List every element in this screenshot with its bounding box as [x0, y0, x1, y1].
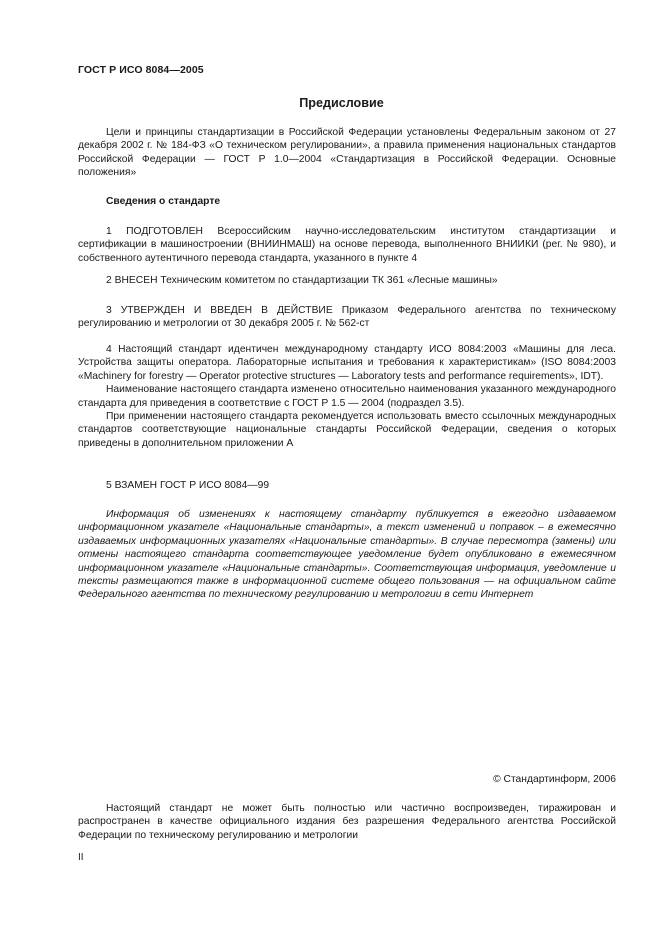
item-3	[78, 304, 616, 331]
section-subtitle: Сведения о стандарте	[106, 196, 221, 207]
document-header: ГОСТ Р ИСО 8084—2005	[78, 64, 204, 76]
item-5-text: 5 ВЗАМЕН ГОСТ Р ИСО 8084—99	[106, 480, 270, 491]
item-2	[78, 274, 616, 287]
item-5	[78, 479, 616, 492]
item-4-rename-note: Наименование настоящего стандарта изменено относительно наименования указанного международного стандарта для приведения в соответствие с ГОСТ Р 1.5 — 2004 (подраздел 3.5).	[78, 384, 616, 409]
notice-text: Информация об изменениях к настоящему стандарту публикуется в ежегодно издаваемом информационном указателе «Национальные стандарты», а текст изменений и поправок – в ежемесячно издаваемых информационных указателях «Национальные стандарты». В случае пересмотра (замены) или отмены настоящего стандарта соответствующее уведомление будет опубликовано в ежемесячном информационном указателе «Национальные стандарты». Соответствующая информация, уведомление и тексты размещаются также в информационной системе общего пользования — на официальном сайте Федерального агентства по техническому регулированию и метрологии в сети Интернет	[78, 509, 616, 601]
copyright: © Стандартинформ, 2006	[493, 774, 616, 785]
intro-text: Цели и принципы стандартизации в Российской Федерации установлены Федеральным законом от 27 декабря 2002 г. № 184-ФЗ «О техническом регулировании», а правила применения национальных стандартов Российской Федерации — ГОСТ Р 1.0—2004 «Стандартизация в Российской Федерации. Основные положения»	[78, 127, 616, 179]
page-number: II	[78, 852, 84, 863]
item-1-text: 1 ПОДГОТОВЛЕН Всероссийским научно-исследовательским институтом стандартизации и сертификации в машиностроении (ВНИИНМАШ) на основе перевода, выполненного ВНИИКИ (рег. № 980), и собственного аутентичного перевода стандарта, указанного в пункте 4	[78, 226, 616, 264]
page-title: Предисловие	[299, 96, 384, 110]
subtitle-block	[78, 195, 616, 208]
notice-paragraph	[78, 508, 616, 602]
item-4-text: 4 Настоящий стандарт идентичен международному стандарту ИСО 8084:2003 «Машины для леса. Устройства защиты оператора. Лабораторные испытания и требования к характеристикам» (ISO 8084:2003 «Machinery for forestry — Operator protective structures — Laboratory tests and performance requirements», IDT).	[78, 344, 616, 382]
footer-paragraph	[78, 802, 616, 842]
intro-paragraph	[78, 126, 616, 180]
item-2-text: 2 ВНЕСЕН Техническим комитетом по стандартизации ТК 361 «Лесные машины»	[106, 275, 498, 286]
item-4	[78, 343, 616, 450]
footer-text: Настоящий стандарт не может быть полностью или частично воспроизведен, тиражирован и распространен в качестве официального издания без разрешения Федерального агентства Российской Федерации по техническому регулированию и метрологии	[78, 803, 616, 841]
item-4-usage-note: При применении настоящего стандарта рекомендуется использовать вместо ссылочных международных стандартов соответствующие национальные стандарты Российской Федерации, сведения о которых приведены в дополнительном приложении А	[78, 411, 616, 449]
item-1	[78, 225, 616, 265]
item-3-text: 3 УТВЕРЖДЕН И ВВЕДЕН В ДЕЙСТВИЕ Приказом Федерального агентства по техническому регулированию и метрологии от 30 декабря 2005 г. № 562-ст	[78, 305, 616, 330]
